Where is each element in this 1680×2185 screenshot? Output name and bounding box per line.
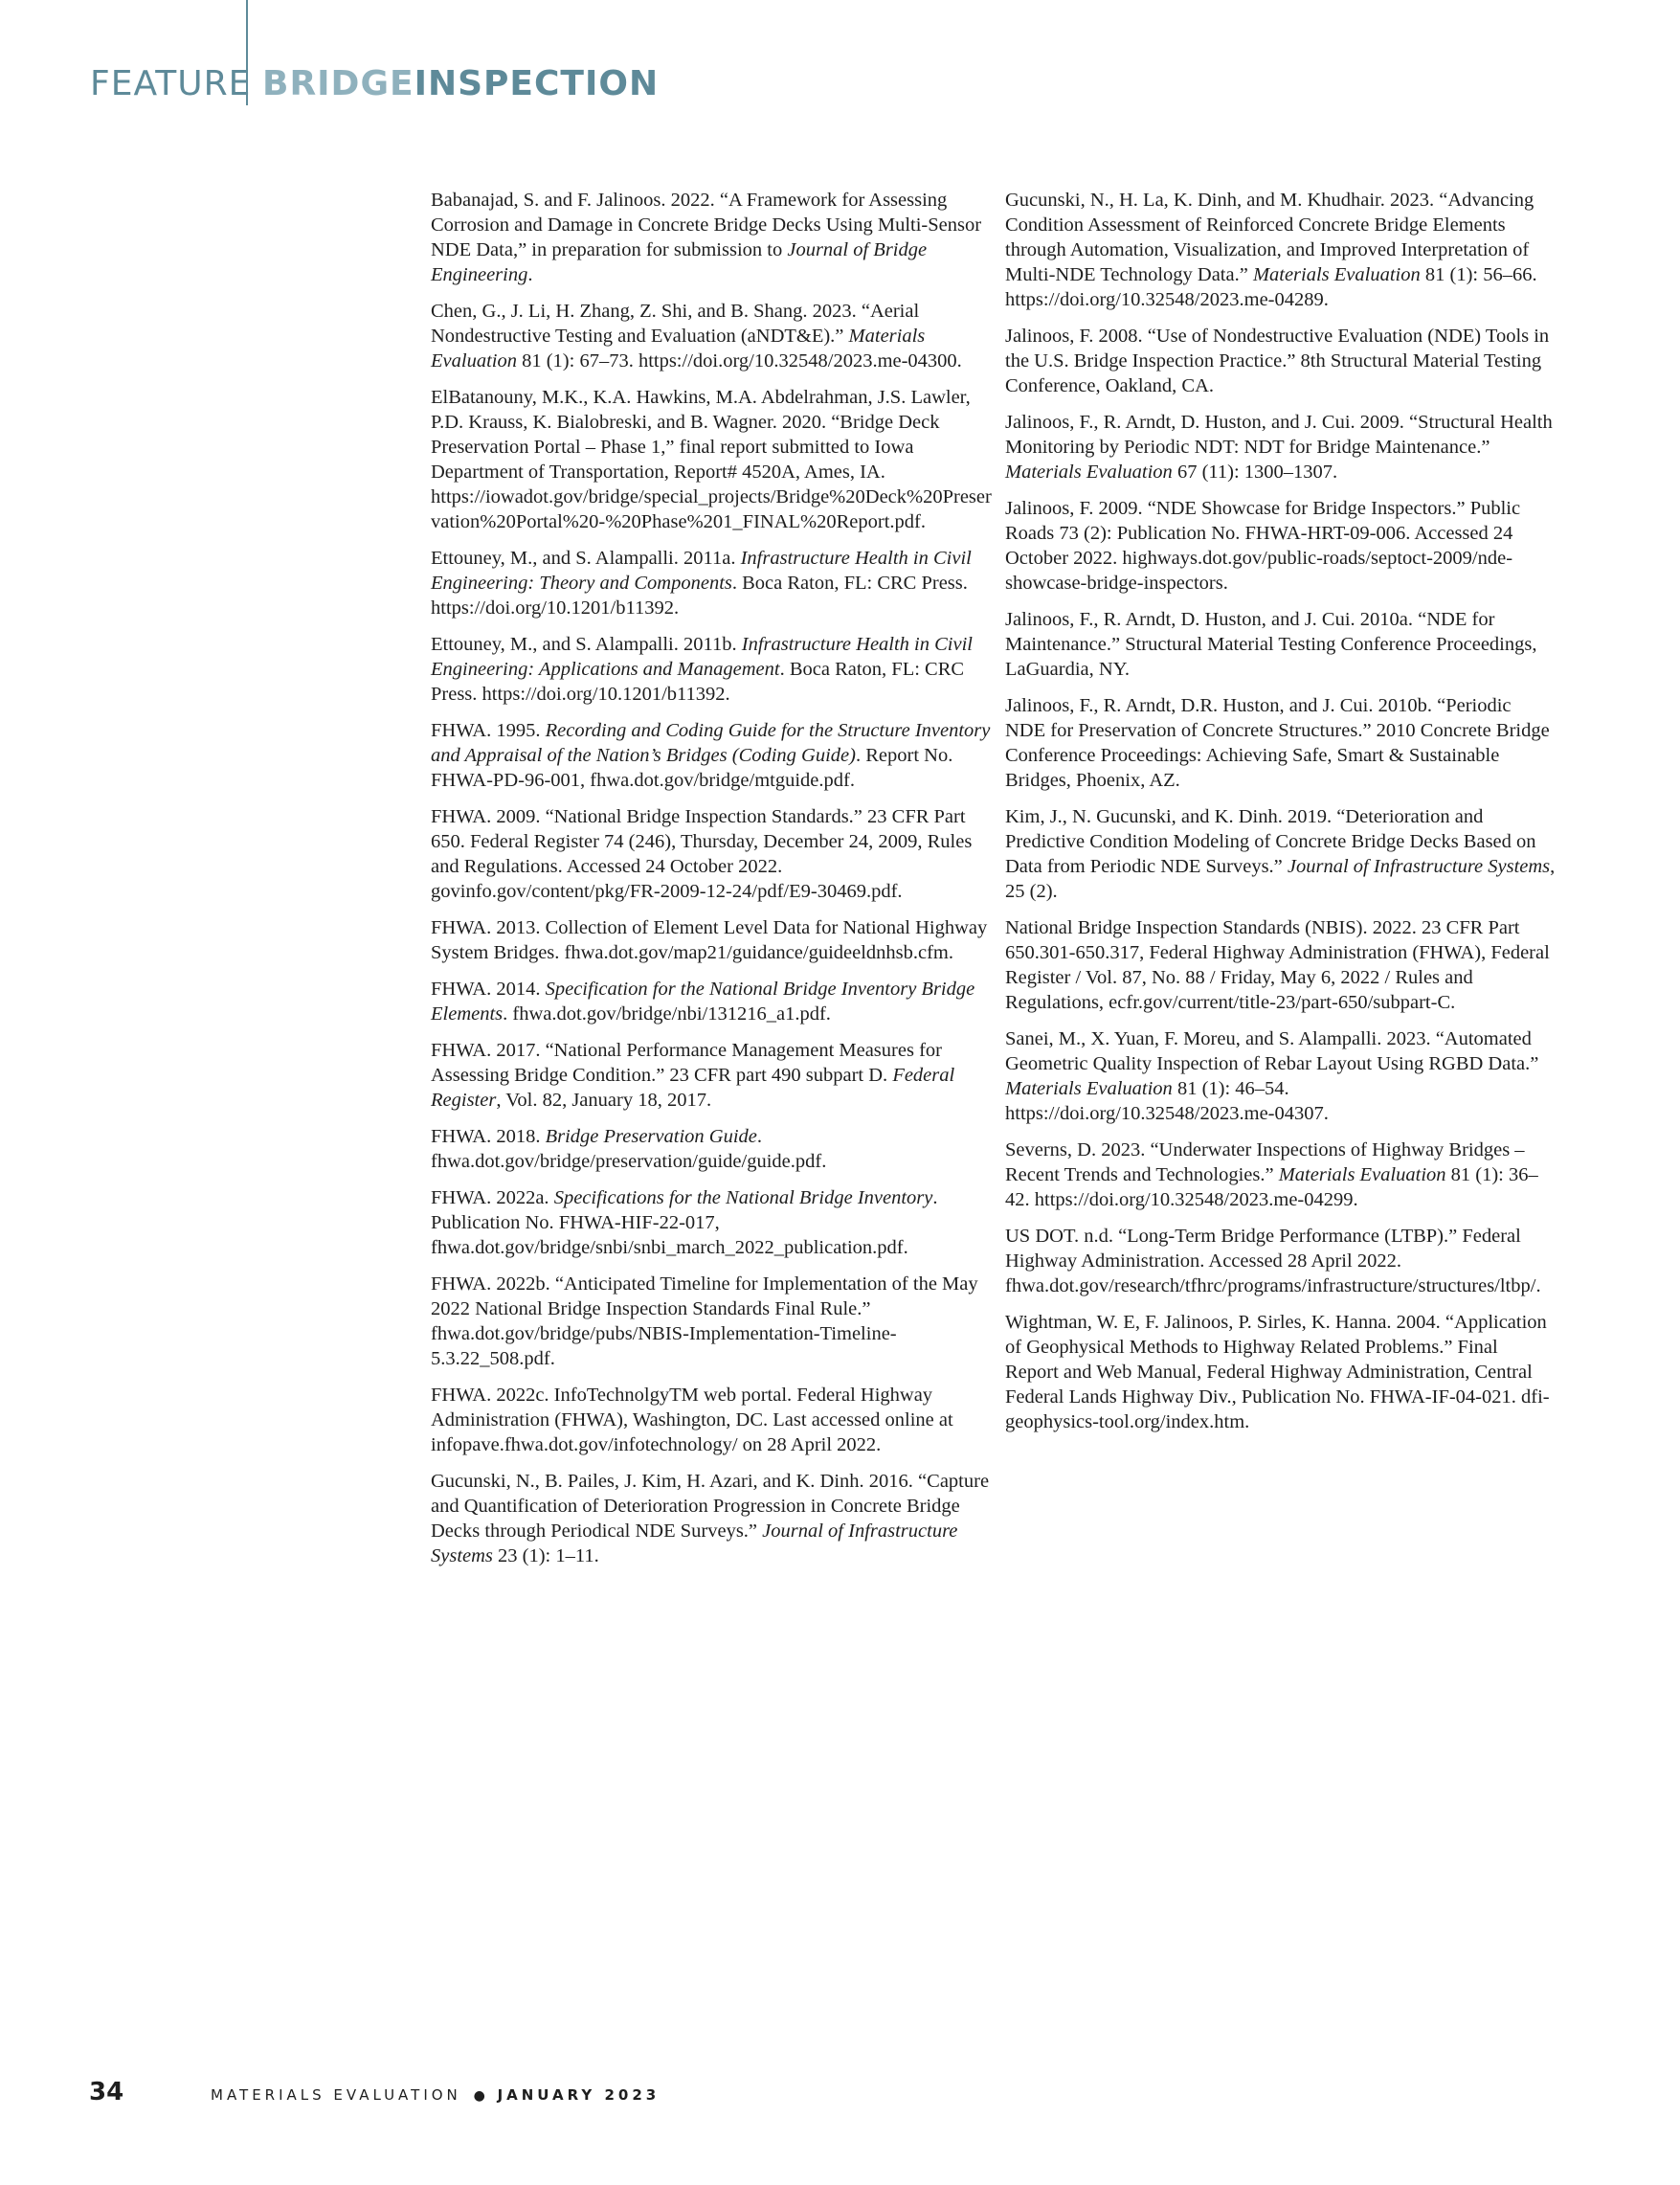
reference-italic-title: Recording and Coding Guide for the Structure Inventory and Appraisal of the Nation’s Bridges (Coding Guide) bbox=[431, 720, 991, 766]
reference-text: . fhwa.dot.gov/bridge/nbi/131216_a1.pdf. bbox=[503, 1003, 831, 1025]
reference-text: Jalinoos, F., R. Arndt, D.R. Huston, and J. Cui. 2010b. “Periodic NDE for Preservation of Concrete Structures.” 2010 Concrete Bridge Conference Proceedings: Achieving Safe, Smart & Sustainable Bridges, Phoenix, AZ. bbox=[1005, 695, 1550, 791]
reference-text: Sanei, M., X. Yuan, F. Moreu, and S. Alampalli. 2023. “Automated Geometric Quality Inspection of Rebar Layout Using RGBD Data.” bbox=[1005, 1028, 1539, 1074]
reference-text: . Boca Raton, FL: CRC Press. https://doi.org/10.1201/b11392. bbox=[431, 659, 965, 705]
reference-text: . Boca Raton, FL: CRC Press. https://doi.org/10.1201/b11392. bbox=[431, 573, 968, 619]
reference-text: FHWA. 2018. bbox=[431, 1126, 546, 1147]
footer-publication: MATERIALS EVALUATION bbox=[211, 2086, 461, 2104]
reference-italic-title: Materials Evaluation bbox=[431, 326, 926, 372]
page-number: 34 bbox=[89, 2078, 124, 2106]
reference-entry bbox=[431, 1469, 996, 1568]
reference-text: US DOT. n.d. “Long-Term Bridge Performance (LTBP).” Federal Highway Administration. Accessed 28 April 2022. fhwa.dot.gov/research/tfhrc/programs/infrastructure/structures/ltbp/. bbox=[1005, 1226, 1541, 1296]
reference-text: FHWA. 2022b. “Anticipated Timeline for Implementation of the May 2022 National Bridge Inspection Standards Final Rule.” fhwa.dot.gov/bridge/pubs/NBIS-Implementation-Timeline-5.3.22_508.pdf. bbox=[431, 1273, 978, 1369]
reference-text: 23 (1): 1–11. bbox=[492, 1545, 599, 1566]
reference-text: Jalinoos, F., R. Arndt, D. Huston, and J. Cui. 2010a. “NDE for Maintenance.” Structural Material Testing Conference Proceedings, LaGuardia, NY. bbox=[1005, 609, 1537, 680]
reference-text: FHWA. 2013. Collection of Element Level Data for National Highway System Bridges. fhwa.dot.gov/map21/guidance/guideeldnhsb.cfm. bbox=[431, 917, 988, 963]
reference-text: . fhwa.dot.gov/bridge/preservation/guide/guide.pdf. bbox=[431, 1126, 827, 1172]
reference-entry bbox=[1005, 1224, 1556, 1298]
reference-italic-title: Bridge Preservation Guide bbox=[545, 1126, 757, 1147]
reference-text: . Publication No. FHWA-HIF-22-017, fhwa.dot.gov/bridge/snbi/snbi_march_2022_publication.pdf. bbox=[431, 1187, 938, 1258]
reference-entry bbox=[431, 1185, 996, 1260]
reference-italic-title: Federal Register bbox=[431, 1065, 955, 1111]
reference-entry bbox=[1005, 693, 1556, 793]
reference-text: Ettouney, M., and S. Alampalli. 2011a. bbox=[431, 548, 741, 569]
header-topic-part1: BRIDGE bbox=[262, 64, 414, 103]
reference-text: . Report No. FHWA-PD-96-001, fhwa.dot.gov/bridge/mtguide.pdf. bbox=[431, 745, 953, 791]
reference-italic-title: Journal of Infrastructure Systems bbox=[431, 1520, 958, 1566]
reference-italic-title: Materials Evaluation bbox=[1005, 462, 1173, 483]
running-footer bbox=[211, 2086, 660, 2104]
reference-entry bbox=[431, 632, 996, 707]
reference-entry bbox=[1005, 324, 1556, 398]
reference-italic-title: Materials Evaluation bbox=[1005, 1078, 1173, 1099]
reference-entry bbox=[1005, 1310, 1556, 1434]
reference-entry bbox=[1005, 410, 1556, 484]
reference-text: , Vol. 82, January 18, 2017. bbox=[496, 1090, 712, 1111]
reference-text: FHWA. 2022c. InfoTechnolgyTM web portal. Federal Highway Administration (FHWA), Washington, DC. Last accessed online at infopave.fhwa.dot.gov/infotechnology/ on 28 April 2022. bbox=[431, 1385, 953, 1455]
reference-entry bbox=[431, 1124, 996, 1174]
reference-text: Kim, J., N. Gucunski, and K. Dinh. 2019. “Deterioration and Predictive Condition Modeling of Concrete Bridge Decks Based on Data from Periodic NDE Surveys.” bbox=[1005, 806, 1536, 877]
reference-text: 67 (11): 1300–1307. bbox=[1172, 462, 1338, 483]
reference-entry bbox=[431, 1038, 996, 1113]
reference-entry bbox=[1005, 1026, 1556, 1126]
reference-text: Gucunski, N., H. La, K. Dinh, and M. Khudhair. 2023. “Advancing Condition Assessment of Reinforced Concrete Bridge Elements through Automation, Visualization, and Improved Interpretation of Multi-NDE Technology Data.” bbox=[1005, 190, 1534, 285]
reference-italic-title: Specification for the National Bridge Inventory Bridge Elements bbox=[431, 979, 975, 1025]
header-kicker: FEATURE bbox=[90, 64, 252, 103]
reference-text: Babanajad, S. and F. Jalinoos. 2022. “A Framework for Assessing Corrosion and Damage in Concrete Bridge Decks Using Multi-Sensor NDE Data,” in preparation for submission to bbox=[431, 190, 982, 260]
reference-italic-title: Journal of Infrastructure Systems bbox=[1287, 856, 1551, 877]
reference-text: , 25 (2). bbox=[1005, 856, 1556, 902]
reference-entry bbox=[1005, 496, 1556, 596]
reference-italic-title: Materials Evaluation bbox=[1278, 1164, 1446, 1185]
reference-text: Wightman, W. E, F. Jalinoos, P. Sirles, K. Hanna. 2004. “Application of Geophysical Methods to Highway Related Problems.” Final Report and Web Manual, Federal Highway Administration, Central Federal Lands Highway Div., Publication No. FHWA-IF-04-021. dfi-geophysics-tool.org/index.htm. bbox=[1005, 1312, 1550, 1432]
reference-text: FHWA. 1995. bbox=[431, 720, 546, 741]
reference-entry bbox=[431, 804, 996, 904]
reference-entry bbox=[431, 1383, 996, 1457]
reference-entry bbox=[431, 188, 996, 287]
reference-entry bbox=[431, 385, 996, 534]
reference-entry bbox=[1005, 915, 1556, 1015]
reference-italic-title: Journal of Bridge Engineering bbox=[431, 239, 928, 285]
reference-text: 81 (1): 46–54. https://doi.org/10.32548/2023.me-04307. bbox=[1005, 1078, 1329, 1124]
reference-entry bbox=[1005, 804, 1556, 904]
references-column-left bbox=[431, 188, 996, 1580]
reference-entry bbox=[431, 718, 996, 793]
reference-text: Ettouney, M., and S. Alampalli. 2011b. bbox=[431, 634, 742, 655]
reference-entry bbox=[431, 977, 996, 1026]
reference-italic-title: Materials Evaluation bbox=[1252, 264, 1421, 285]
reference-text: FHWA. 2009. “National Bridge Inspection Standards.” 23 CFR Part 650. Federal Register 74 (246), Thursday, December 24, 2009, Rules and Regulations. Accessed 24 October 2022. govinfo.gov/content/pkg/FR-2009-12-24/pdf/E9-30469.pdf. bbox=[431, 806, 973, 902]
reference-text: Gucunski, N., B. Pailes, J. Kim, H. Azari, and K. Dinh. 2016. “Capture and Quantification of Deterioration Progression in Concrete Bridge Decks through Periodical NDE Surveys.” bbox=[431, 1471, 990, 1542]
reference-text: National Bridge Inspection Standards (NBIS). 2022. 23 CFR Part 650.301-650.317, Federal Highway Administration (FHWA), Federal Register / Vol. 87, No. 88 / Friday, May 6, 2022 / Rules and Regulations, ecfr.gov/current/title-23/part-650/subpart-C. bbox=[1005, 917, 1550, 1013]
reference-text: Jalinoos, F. 2009. “NDE Showcase for Bridge Inspectors.” Public Roads 73 (2): Publication No. FHWA-HRT-09-006. Accessed 24 October 2022. highways.dot.gov/public-roads/septoct-2009/nde-showcase-bridge-inspectors. bbox=[1005, 498, 1521, 594]
reference-italic-title: Infrastructure Health in Civil Engineering: Applications and Management bbox=[431, 634, 973, 680]
reference-entry bbox=[1005, 607, 1556, 682]
reference-italic-title: Infrastructure Health in Civil Engineering: Theory and Components bbox=[431, 548, 972, 594]
reference-text: 81 (1): 67–73. https://doi.org/10.32548/2023.me-04300. bbox=[516, 350, 962, 372]
reference-text: FHWA. 2022a. bbox=[431, 1187, 554, 1208]
reference-text: . bbox=[527, 264, 533, 285]
reference-text: FHWA. 2014. bbox=[431, 979, 546, 1000]
reference-entry bbox=[431, 546, 996, 620]
reference-text: 81 (1): 36–42. https://doi.org/10.32548/2023.me-04299. bbox=[1005, 1164, 1538, 1210]
reference-entry bbox=[431, 299, 996, 373]
reference-text: ElBatanouny, M.K., K.A. Hawkins, M.A. Abdelrahman, J.S. Lawler, P.D. Krauss, K. Bialobreski, and B. Wagner. 2020. “Bridge Deck Preservation Portal – Phase 1,” final report submitted to Iowa Department of Transportation, Report# 4520A, Ames, IA. https://iowadot.gov/bridge/special_projects/Bridge%20Deck%20Preservation%20Portal%20-%20Phase%201_FINAL%20Report.pdf. bbox=[431, 387, 992, 532]
header-topic bbox=[262, 59, 659, 109]
reference-entry bbox=[1005, 1138, 1556, 1212]
reference-text: FHWA. 2017. “National Performance Management Measures for Assessing Bridge Condition.” 23 CFR part 490 subpart D. bbox=[431, 1040, 942, 1086]
reference-entry bbox=[431, 1272, 996, 1371]
reference-text: Jalinoos, F., R. Arndt, D. Huston, and J. Cui. 2009. “Structural Health Monitoring by Periodic NDT: NDT for Bridge Maintenance.” bbox=[1005, 412, 1553, 458]
reference-text: Chen, G., J. Li, H. Zhang, Z. Shi, and B. Shang. 2023. “Aerial Nondestructive Testing and Evaluation (aNDT&E).” bbox=[431, 301, 920, 347]
footer-issue: JANUARY 2023 bbox=[497, 2086, 661, 2104]
reference-text: Jalinoos, F. 2008. “Use of Nondestructive Evaluation (NDE) Tools in the U.S. Bridge Inspection Practice.” 8th Structural Material Testing Conference, Oakland, CA. bbox=[1005, 326, 1550, 396]
reference-entry bbox=[1005, 188, 1556, 312]
references-column-right bbox=[1005, 188, 1556, 1446]
reference-text: 81 (1): 56–66. https://doi.org/10.32548/2023.me-04289. bbox=[1005, 264, 1537, 310]
reference-italic-title: Specifications for the National Bridge Inventory bbox=[553, 1187, 933, 1208]
reference-entry bbox=[431, 915, 996, 965]
header-topic-part2: INSPECTION bbox=[414, 64, 660, 103]
reference-text: Severns, D. 2023. “Underwater Inspections of Highway Bridges – Recent Trends and Technologies.” bbox=[1005, 1139, 1525, 1185]
footer-bullet: ● bbox=[473, 2088, 485, 2104]
